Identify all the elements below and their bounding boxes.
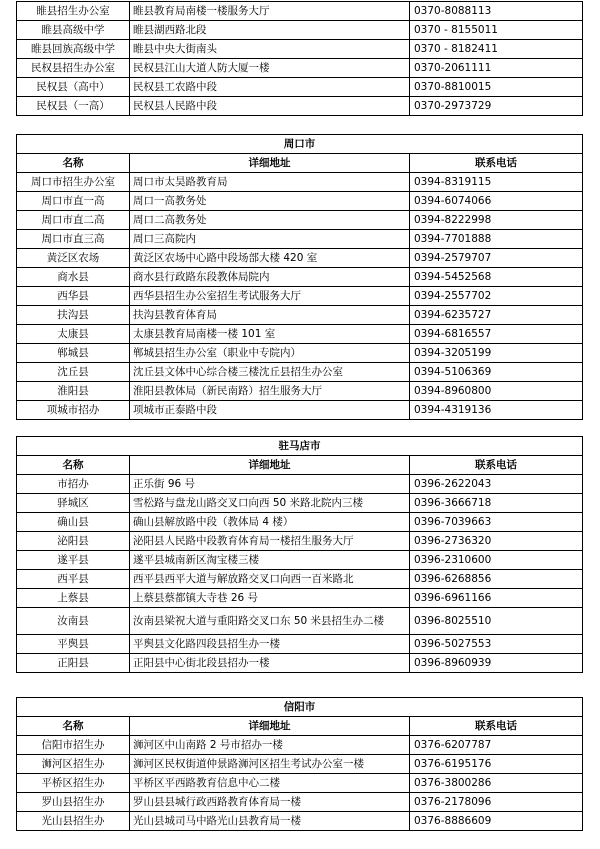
city-title: 周口市 — [17, 135, 583, 154]
name-cell: 商水县 — [17, 268, 130, 287]
phone-cell: 0370 - 8182411 — [410, 40, 583, 59]
table-row — [17, 173, 583, 192]
phone-cell: 0394-2579707 — [410, 249, 583, 268]
phone-cell: 0396-8960939 — [410, 654, 583, 673]
address-cell: 正乐街 96 号 — [130, 475, 410, 494]
address-cell: 平桥区平西路教育信息中心二楼 — [130, 774, 410, 793]
address-cell: 沈丘县文体中心综合楼三楼沈丘县招生办公室 — [130, 363, 410, 382]
phone-cell: 0394-7701888 — [410, 230, 583, 249]
address-cell: 周口二高教务处 — [130, 211, 410, 230]
column-header-address: 详细地址 — [130, 154, 410, 173]
contact-table-1 — [16, 134, 583, 420]
name-cell: 周口市直三高 — [17, 230, 130, 249]
phone-cell: 0394-8222998 — [410, 211, 583, 230]
name-cell: 民权县招生办公室 — [17, 59, 130, 78]
table-row — [17, 2, 583, 21]
contact-table-3 — [16, 697, 583, 831]
name-cell: 罗山县招生办 — [17, 793, 130, 812]
table-row — [17, 812, 583, 831]
name-cell: 沈丘县 — [17, 363, 130, 382]
table-row — [17, 532, 583, 551]
address-cell: 商水县行政路东段教体局院内 — [130, 268, 410, 287]
contact-table-0 — [16, 1, 583, 116]
name-cell: 光山县招生办 — [17, 812, 130, 831]
column-header-phone: 联系电话 — [410, 717, 583, 736]
name-cell: 淮阳县 — [17, 382, 130, 401]
table-row — [17, 774, 583, 793]
name-cell: 西平县 — [17, 570, 130, 589]
name-cell: 项城市招办 — [17, 401, 130, 420]
name-cell: 汝南县 — [17, 608, 130, 635]
table-row — [17, 570, 583, 589]
phone-cell: 0394-4319136 — [410, 401, 583, 420]
city-title: 驻马店市 — [17, 437, 583, 456]
address-cell: 淮阳县教体局（新民南路）招生服务大厅 — [130, 382, 410, 401]
name-cell: 泌阳县 — [17, 532, 130, 551]
phone-cell: 0376-6195176 — [410, 755, 583, 774]
phone-cell: 0394-3205199 — [410, 344, 583, 363]
address-cell: 睢县中央大街南头 — [130, 40, 410, 59]
table-row — [17, 363, 583, 382]
phone-cell: 0376-6207787 — [410, 736, 583, 755]
table-row — [17, 192, 583, 211]
address-cell: 郸城县招生办公室（职业中专院内） — [130, 344, 410, 363]
city-title: 信阳市 — [17, 698, 583, 717]
phone-cell: 0376-3800286 — [410, 774, 583, 793]
name-cell: 确山县 — [17, 513, 130, 532]
column-header-address: 详细地址 — [130, 456, 410, 475]
name-cell: 周口市招生办公室 — [17, 173, 130, 192]
phone-cell: 0396-2310600 — [410, 551, 583, 570]
phone-cell: 0370-8810015 — [410, 78, 583, 97]
table-row — [17, 475, 583, 494]
phone-cell: 0376-2178096 — [410, 793, 583, 812]
phone-cell: 0396-6268856 — [410, 570, 583, 589]
name-cell: 平舆县 — [17, 635, 130, 654]
city-title-row — [17, 135, 583, 154]
phone-cell: 0394-5106369 — [410, 363, 583, 382]
name-cell: 正阳县 — [17, 654, 130, 673]
name-cell: 扶沟县 — [17, 306, 130, 325]
name-cell: 西华县 — [17, 287, 130, 306]
table-row — [17, 21, 583, 40]
phone-cell: 0394-6235727 — [410, 306, 583, 325]
column-header-name: 名称 — [17, 456, 130, 475]
address-cell: 黄泛区农场中心路中段场部大楼 420 室 — [130, 249, 410, 268]
column-header-name: 名称 — [17, 717, 130, 736]
name-cell: 民权县（高中） — [17, 78, 130, 97]
column-header-row — [17, 717, 583, 736]
table-row — [17, 551, 583, 570]
column-header-phone: 联系电话 — [410, 456, 583, 475]
table-row — [17, 325, 583, 344]
phone-cell: 0370-2973729 — [410, 97, 583, 116]
table-row — [17, 513, 583, 532]
address-cell: 遂平县城南新区淘宝楼三楼 — [130, 551, 410, 570]
table-row — [17, 97, 583, 116]
phone-cell: 0394-6074066 — [410, 192, 583, 211]
address-cell: 周口三高院内 — [130, 230, 410, 249]
name-cell: 睢县高级中学 — [17, 21, 130, 40]
name-cell: 市招办 — [17, 475, 130, 494]
address-cell: 民权县工农路中段 — [130, 78, 410, 97]
table-row — [17, 589, 583, 608]
table-row — [17, 654, 583, 673]
phone-cell: 0396-2622043 — [410, 475, 583, 494]
contact-table-2 — [16, 436, 583, 673]
city-title-row — [17, 698, 583, 717]
address-cell: 项城市正泰路中段 — [130, 401, 410, 420]
table-row — [17, 635, 583, 654]
address-cell: 正阳县中心街北段县招办一楼 — [130, 654, 410, 673]
phone-cell: 0396-8025510 — [410, 608, 583, 635]
address-cell: 浉河区民权街道仲景路浉河区招生考试办公室一楼 — [130, 755, 410, 774]
phone-cell: 0394-6816557 — [410, 325, 583, 344]
column-header-row — [17, 456, 583, 475]
phone-cell: 0396-6961166 — [410, 589, 583, 608]
name-cell: 黄泛区农场 — [17, 249, 130, 268]
name-cell: 太康县 — [17, 325, 130, 344]
table-row — [17, 40, 583, 59]
address-cell: 光山县城司马中路光山县教育局一楼 — [130, 812, 410, 831]
table-row — [17, 268, 583, 287]
phone-cell: 0370-2061111 — [410, 59, 583, 78]
phone-cell: 0370 - 8155011 — [410, 21, 583, 40]
name-cell: 周口市直一高 — [17, 192, 130, 211]
address-cell: 上蔡县蔡都镇大寺巷 26 号 — [130, 589, 410, 608]
address-cell: 浉河区中山南路 2 号市招办一楼 — [130, 736, 410, 755]
address-cell: 泌阳县人民路中段教育体育局一楼招生服务大厅 — [130, 532, 410, 551]
address-cell: 睢县教育局南楼一楼服务大厅 — [130, 2, 410, 21]
name-cell: 驿城区 — [17, 494, 130, 513]
name-cell: 信阳市招生办 — [17, 736, 130, 755]
name-cell: 睢县回族高级中学 — [17, 40, 130, 59]
table-row — [17, 59, 583, 78]
address-cell: 确山县解放路中段（教体局 4 楼） — [130, 513, 410, 532]
table-row — [17, 382, 583, 401]
address-cell: 西平县西平大道与解放路交叉口向西一百米路北 — [130, 570, 410, 589]
phone-cell: 0376-8886609 — [410, 812, 583, 831]
address-cell: 周口一高教务处 — [130, 192, 410, 211]
phone-cell: 0370-8088113 — [410, 2, 583, 21]
phone-cell: 0394-8960800 — [410, 382, 583, 401]
address-cell: 平舆县文化路四段县招生办一楼 — [130, 635, 410, 654]
address-cell: 民权县人民路中段 — [130, 97, 410, 116]
name-cell: 上蔡县 — [17, 589, 130, 608]
table-row — [17, 755, 583, 774]
table-row — [17, 287, 583, 306]
table-row — [17, 736, 583, 755]
address-cell: 汝南县梁祝大道与重阳路交叉口东 50 米县招生办二楼 — [130, 608, 410, 635]
column-header-phone: 联系电话 — [410, 154, 583, 173]
phone-cell: 0396-7039663 — [410, 513, 583, 532]
address-cell: 雪松路与盘龙山路交叉口向西 50 米路北院内三楼 — [130, 494, 410, 513]
table-row — [17, 306, 583, 325]
phone-cell: 0396-2736320 — [410, 532, 583, 551]
table-row — [17, 793, 583, 812]
table-row — [17, 211, 583, 230]
column-header-address: 详细地址 — [130, 717, 410, 736]
address-cell: 罗山县县城行政西路教育体育局一楼 — [130, 793, 410, 812]
table-row — [17, 608, 583, 635]
address-cell: 太康县教育局南楼一楼 101 室 — [130, 325, 410, 344]
city-title-row — [17, 437, 583, 456]
name-cell: 民权县（一高） — [17, 97, 130, 116]
table-row — [17, 249, 583, 268]
name-cell: 遂平县 — [17, 551, 130, 570]
phone-cell: 0394-8319115 — [410, 173, 583, 192]
address-cell: 扶沟县教育体育局 — [130, 306, 410, 325]
name-cell: 周口市直二高 — [17, 211, 130, 230]
phone-cell: 0396-5027553 — [410, 635, 583, 654]
table-row — [17, 401, 583, 420]
column-header-name: 名称 — [17, 154, 130, 173]
name-cell: 浉河区招生办 — [17, 755, 130, 774]
address-cell: 民权县江山大道人防大厦一楼 — [130, 59, 410, 78]
address-cell: 睢县湖西路北段 — [130, 21, 410, 40]
name-cell: 睢县招生办公室 — [17, 2, 130, 21]
name-cell: 郸城县 — [17, 344, 130, 363]
phone-cell: 0394-2557702 — [410, 287, 583, 306]
table-row — [17, 78, 583, 97]
column-header-row — [17, 154, 583, 173]
address-cell: 西华县招生办公室招生考试服务大厅 — [130, 287, 410, 306]
phone-cell: 0396-3666718 — [410, 494, 583, 513]
table-row — [17, 230, 583, 249]
address-cell: 周口市太昊路教育局 — [130, 173, 410, 192]
phone-cell: 0394-5452568 — [410, 268, 583, 287]
table-row — [17, 344, 583, 363]
name-cell: 平桥区招生办 — [17, 774, 130, 793]
table-row — [17, 494, 583, 513]
